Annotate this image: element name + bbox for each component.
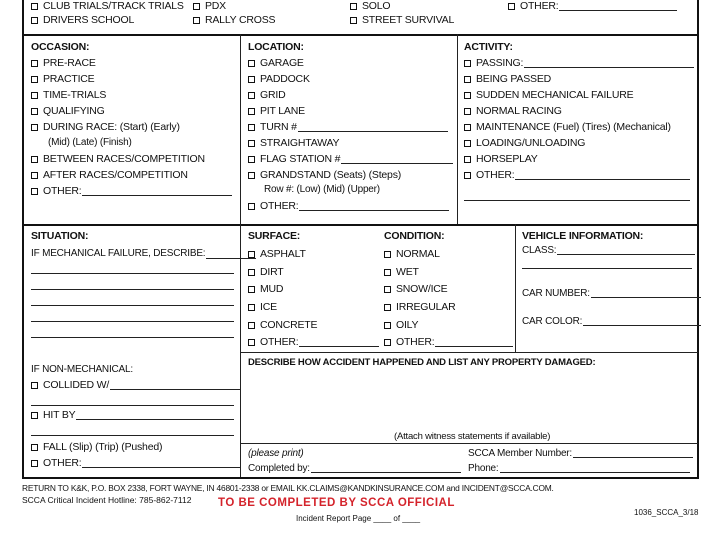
checkbox-icon[interactable] (248, 140, 255, 147)
fill-line[interactable] (31, 435, 234, 436)
fill-line[interactable] (583, 316, 701, 326)
checkbox-rally-cross[interactable] (193, 14, 275, 26)
location-title: LOCATION: (248, 41, 304, 53)
option-label: ASPHALT (260, 248, 306, 260)
checkbox-icon[interactable] (31, 124, 38, 131)
checkbox-icon[interactable] (464, 156, 471, 163)
fill-line[interactable] (31, 305, 234, 306)
option-label: FLAG STATION # (260, 153, 341, 165)
checkbox-snow-ice[interactable] (384, 283, 448, 295)
fill-line[interactable] (299, 337, 379, 347)
option-label: OTHER: (520, 0, 559, 12)
checkbox-icon[interactable] (248, 286, 255, 293)
option-label: PASSING: (476, 57, 524, 69)
checkbox-being-passed[interactable] (464, 73, 551, 85)
surface-title: SURFACE: (248, 230, 301, 242)
checkbox-icon[interactable] (248, 339, 255, 346)
checkbox-icon[interactable] (384, 269, 391, 276)
option-label: TURN # (260, 121, 297, 133)
checkbox-activity-other[interactable] (464, 169, 690, 181)
checkbox-normal-racing[interactable] (464, 105, 562, 117)
checkbox-icon[interactable] (193, 17, 200, 24)
border-line (22, 224, 698, 226)
checkbox-icon[interactable] (31, 3, 38, 10)
checkbox-icon[interactable] (464, 124, 471, 131)
checkbox-icon[interactable] (384, 286, 391, 293)
checkbox-icon[interactable] (248, 156, 255, 163)
option-label: OTHER: (260, 200, 299, 212)
checkbox-hit-by[interactable] (31, 409, 234, 421)
member-number-field[interactable] (468, 448, 693, 459)
checkbox-icon[interactable] (350, 3, 357, 10)
option-label: OILY (396, 319, 419, 331)
during-race-subtext: (Mid) (Late) (Finish) (48, 137, 132, 148)
condition-title: CONDITION: (384, 230, 445, 242)
divider-line (515, 224, 516, 352)
checkbox-oily[interactable] (384, 319, 418, 331)
fill-line[interactable] (524, 58, 694, 68)
fill-line[interactable] (464, 200, 690, 201)
checkbox-club-trials[interactable] (31, 0, 184, 12)
checkbox-icon[interactable] (464, 76, 471, 83)
checkbox-icon[interactable] (31, 17, 38, 24)
car-color-field[interactable] (522, 316, 701, 327)
option-label: DIRT (260, 266, 284, 278)
official-banner: TO BE COMPLETED BY SCCA OFFICIAL (218, 497, 455, 509)
checkbox-asphalt[interactable] (248, 248, 306, 260)
option-label: CONCRETE (260, 319, 318, 331)
class-field[interactable] (522, 245, 695, 256)
checkbox-icon[interactable] (248, 304, 255, 311)
option-label: STRAIGHTAWAY (260, 137, 340, 149)
border-line (22, 477, 698, 479)
option-label: MAINTENANCE (Fuel) (Tires) (Mechanical) (476, 121, 671, 133)
phone-label: Phone: (468, 463, 499, 474)
option-label: GARAGE (260, 57, 304, 69)
checkbox-icon[interactable] (464, 92, 471, 99)
phone-field[interactable] (468, 463, 690, 474)
checkbox-icon[interactable] (31, 92, 38, 99)
checkbox-after-races[interactable] (31, 169, 188, 181)
non-mech-label: IF NON-MECHANICAL: (31, 364, 133, 375)
checkbox-icon[interactable] (384, 251, 391, 258)
checkbox-wet[interactable] (384, 266, 419, 278)
option-label: DURING RACE: (Start) (Early) (43, 121, 180, 133)
fill-line[interactable] (500, 463, 690, 473)
option-label: HORSEPLAY (476, 153, 538, 165)
option-label: OTHER: (476, 169, 515, 181)
checkbox-icon[interactable] (31, 76, 38, 83)
checkbox-situation-other[interactable] (31, 457, 240, 469)
checkbox-icon[interactable] (193, 3, 200, 10)
option-label: SNOW/ICE (396, 283, 448, 295)
checkbox-icon[interactable] (248, 172, 255, 179)
divider-line (240, 443, 698, 444)
fill-line[interactable] (31, 273, 234, 274)
checkbox-icon[interactable] (384, 339, 391, 346)
checkbox-collided[interactable] (31, 379, 240, 391)
checkbox-icon[interactable] (31, 108, 38, 115)
checkbox-occasion-other[interactable] (31, 185, 232, 197)
option-label: STREET SURVIVAL (362, 14, 455, 26)
divider-line (240, 352, 698, 353)
fill-line[interactable] (299, 201, 449, 211)
option-label: SOLO (362, 0, 391, 12)
witness-note: (Attach witness statements if available) (394, 431, 551, 442)
checkbox-condition-other[interactable] (384, 336, 513, 348)
option-label: RALLY CROSS (205, 14, 276, 26)
border-line (22, 0, 24, 479)
option-label: ICE (260, 301, 277, 313)
checkbox-icon[interactable] (464, 60, 471, 67)
option-label: SUDDEN MECHANICAL FAILURE (476, 89, 634, 101)
vehicle-title: VEHICLE INFORMATION: (522, 230, 644, 242)
checkbox-garage[interactable] (248, 57, 304, 69)
option-label: GRID (260, 89, 286, 101)
fill-line[interactable] (591, 288, 701, 298)
fill-line[interactable] (341, 154, 453, 164)
checkbox-icon[interactable] (508, 3, 515, 10)
checkbox-icon[interactable] (248, 203, 255, 210)
checkbox-normal[interactable] (384, 248, 440, 260)
checkbox-between-races[interactable] (31, 153, 205, 165)
checkbox-grandstand[interactable] (248, 169, 401, 181)
option-label: MUD (260, 283, 284, 295)
option-label: HIT BY (43, 409, 76, 421)
checkbox-icon[interactable] (248, 76, 255, 83)
checkbox-icon[interactable] (464, 172, 471, 179)
option-label: FALL (Slip) (Trip) (Pushed) (43, 441, 163, 453)
checkbox-pdx[interactable] (193, 0, 226, 12)
return-address: RETURN TO K&K, P.O. BOX 2338, FORT WAYNE, IN 46801-2338 or EMAIL KK.CLAIMS@KANDKINSURANCE.COM and INCIDENT@SCCA.COM. (22, 483, 554, 493)
checkbox-other-event[interactable] (508, 0, 677, 12)
car-color-label: CAR COLOR: (522, 316, 583, 327)
option-label: NORMAL (396, 248, 440, 260)
checkbox-time-trials[interactable] (31, 89, 106, 101)
checkbox-during-race[interactable] (31, 121, 180, 133)
checkbox-practice[interactable] (31, 73, 95, 85)
car-number-field[interactable] (522, 288, 701, 299)
checkbox-grid[interactable] (248, 89, 285, 101)
option-label: WET (396, 266, 419, 278)
checkbox-icon[interactable] (248, 269, 255, 276)
checkbox-icon[interactable] (31, 444, 38, 451)
checkbox-icon[interactable] (31, 156, 38, 163)
form-code: 1036_SCCA_3/18 (634, 508, 699, 517)
describe-textarea[interactable] (241, 370, 697, 430)
checkbox-paddock[interactable] (248, 73, 310, 85)
checkbox-icon[interactable] (248, 108, 255, 115)
fill-line[interactable] (31, 321, 234, 322)
checkbox-fall[interactable] (31, 441, 162, 453)
checkbox-mud[interactable] (248, 283, 283, 295)
checkbox-sudden-failure[interactable] (464, 89, 633, 101)
completed-by-field[interactable] (248, 463, 461, 474)
checkbox-icon[interactable] (31, 412, 38, 419)
checkbox-turn[interactable] (248, 121, 448, 133)
fill-line[interactable] (573, 448, 693, 458)
checkbox-ice[interactable] (248, 301, 277, 313)
option-label: CLUB TRIALS/TRACK TRIALS (43, 0, 184, 12)
checkbox-solo[interactable] (350, 0, 390, 12)
fill-line[interactable] (82, 186, 232, 196)
checkbox-pre-race[interactable] (31, 57, 96, 69)
checkbox-icon[interactable] (31, 460, 38, 467)
checkbox-icon[interactable] (31, 172, 38, 179)
fill-line[interactable] (298, 122, 448, 132)
divider-line (457, 34, 458, 224)
checkbox-icon[interactable] (350, 17, 357, 24)
checkbox-straightaway[interactable] (248, 137, 339, 149)
mech-failure-text: IF MECHANICAL FAILURE, DESCRIBE: (31, 248, 206, 259)
option-label: OTHER: (260, 336, 299, 348)
checkbox-irregular[interactable] (384, 301, 455, 313)
checkbox-icon[interactable] (248, 251, 255, 258)
checkbox-icon[interactable] (464, 140, 471, 147)
checkbox-loading[interactable] (464, 137, 585, 149)
checkbox-icon[interactable] (384, 304, 391, 311)
option-label: PDX (205, 0, 226, 12)
fill-line[interactable] (82, 458, 240, 468)
car-number-label: CAR NUMBER: (522, 288, 590, 299)
option-label: OTHER: (396, 336, 435, 348)
option-label: BETWEEN RACES/COMPETITION (43, 153, 205, 165)
checkbox-icon[interactable] (384, 322, 391, 329)
checkbox-icon[interactable] (248, 92, 255, 99)
page-number: Incident Report Page ____ of ____ (296, 514, 421, 523)
checkbox-location-other[interactable] (248, 200, 449, 212)
checkbox-icon[interactable] (31, 188, 38, 195)
fill-line[interactable] (522, 268, 692, 269)
checkbox-icon[interactable] (464, 108, 471, 115)
checkbox-icon[interactable] (31, 382, 38, 389)
option-label: AFTER RACES/COMPETITION (43, 169, 188, 181)
option-label: LOADING/UNLOADING (476, 137, 586, 149)
fill-line[interactable] (31, 405, 234, 406)
please-print-note: (please print) (248, 448, 304, 459)
fill-line[interactable] (311, 463, 461, 473)
fill-line[interactable] (31, 337, 234, 338)
fill-line[interactable] (31, 289, 234, 290)
checkbox-dirt[interactable] (248, 266, 284, 278)
fill-line[interactable] (76, 410, 234, 420)
option-label: IRREGULAR (396, 301, 456, 313)
fill-line[interactable] (435, 337, 513, 347)
option-label: OTHER: (43, 185, 82, 197)
option-label: PIT LANE (260, 105, 305, 117)
checkbox-drivers-school[interactable] (31, 14, 134, 26)
option-label: TIME-TRIALS (43, 89, 107, 101)
fill-line[interactable] (557, 245, 695, 255)
class-label: CLASS: (522, 245, 557, 256)
checkbox-qualifying[interactable] (31, 105, 105, 117)
option-label: OTHER: (43, 457, 82, 469)
option-label: GRANDSTAND (Seats) (Steps) (260, 169, 402, 181)
completed-by-label: Completed by: (248, 463, 310, 474)
grandstand-row-subtext: Row #: (Low) (Mid) (Upper) (264, 184, 380, 195)
occasion-title: OCCASION: (31, 41, 90, 53)
checkbox-street-survival[interactable] (350, 14, 454, 26)
checkbox-icon[interactable] (248, 322, 255, 329)
option-label: PRACTICE (43, 73, 95, 85)
checkbox-flag-station[interactable] (248, 153, 453, 165)
describe-title: DESCRIBE HOW ACCIDENT HAPPENED AND LIST ANY PROPERTY DAMAGED: (248, 357, 596, 368)
option-label: PADDOCK (260, 73, 310, 85)
option-label: NORMAL RACING (476, 105, 562, 117)
fill-line[interactable] (559, 1, 677, 11)
checkbox-pit-lane[interactable] (248, 105, 305, 117)
border-line (22, 34, 698, 36)
option-label: COLLIDED W/ (43, 379, 110, 391)
option-label: BEING PASSED (476, 73, 552, 85)
member-number-label: SCCA Member Number: (468, 448, 573, 459)
option-label: PRE-RACE (43, 57, 96, 69)
option-label: QUALIFYING (43, 105, 105, 117)
fill-line[interactable] (110, 380, 240, 390)
mech-failure-label (31, 248, 256, 259)
incident-hotline: SCCA Critical Incident Hotline: 785-862-7112 (22, 495, 192, 505)
checkbox-horseplay[interactable] (464, 153, 538, 165)
fill-line[interactable] (515, 170, 690, 180)
checkbox-maintenance[interactable] (464, 121, 671, 133)
border-line (697, 0, 699, 479)
option-label: DRIVERS SCHOOL (43, 14, 135, 26)
checkbox-icon[interactable] (248, 60, 255, 67)
checkbox-icon[interactable] (248, 124, 255, 131)
activity-title: ACTIVITY: (464, 41, 513, 53)
checkbox-concrete[interactable] (248, 319, 317, 331)
situation-title: SITUATION: (31, 230, 89, 242)
checkbox-passing[interactable] (464, 57, 694, 69)
checkbox-icon[interactable] (31, 60, 38, 67)
checkbox-surface-other[interactable] (248, 336, 379, 348)
